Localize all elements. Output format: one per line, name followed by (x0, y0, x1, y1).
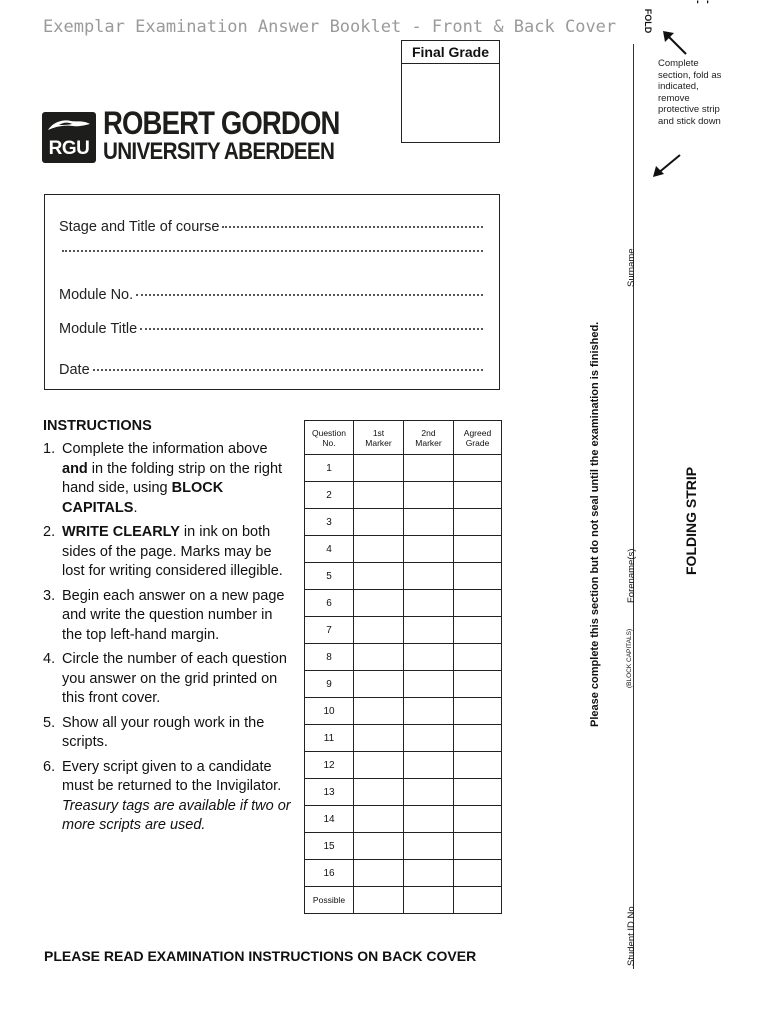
forenames-label: Forename(s) (626, 548, 637, 603)
course-info-box (44, 194, 500, 390)
fold-instruction-note: Complete section, fold as indicated, remove protective strip and stick down (658, 58, 722, 127)
field-label: Module Title (59, 321, 138, 337)
field-label: Date (59, 362, 90, 378)
grid-row (305, 482, 502, 509)
grid-row (305, 833, 502, 860)
instructions-list (43, 440, 295, 836)
instruction-item: 1. Complete the information above and in the folding strip on the right hand side, using BLOCK CAPITALS. (43, 441, 283, 516)
grid-row (305, 509, 502, 536)
grid-cell-1st-marker[interactable] (354, 455, 404, 482)
grid-cell-1st-marker[interactable] (354, 725, 404, 752)
grid-cell-agreed-grade[interactable] (454, 833, 502, 860)
grid-cell-2nd-marker[interactable] (404, 671, 454, 698)
field-dotted-line (93, 369, 483, 371)
header-1st-marker: 1st Marker (354, 421, 404, 455)
grid-cell-question-no: 9 (305, 671, 354, 698)
fold-label: FOLD (643, 8, 653, 34)
grid-cell-2nd-marker[interactable] (404, 887, 454, 914)
grid-cell-1st-marker[interactable] (354, 482, 404, 509)
university-name (103, 105, 378, 165)
grid-cell-2nd-marker[interactable] (404, 698, 454, 725)
instruction-item: 5. Show all your rough work in the scripts. (43, 714, 265, 750)
logo-mark-text: RGU (48, 138, 90, 159)
grid-cell-agreed-grade[interactable] (454, 752, 502, 779)
instruction-item: 4. Circle the number of each question you answer on the grid printed on this front cover. (43, 651, 287, 706)
grid-cell-question-no: 10 (305, 698, 354, 725)
grid-cell-1st-marker[interactable] (354, 563, 404, 590)
field-dotted-line (62, 250, 483, 252)
grid-row (305, 860, 502, 887)
grid-cell-2nd-marker[interactable] (404, 509, 454, 536)
grid-row (305, 779, 502, 806)
grid-cell-1st-marker[interactable] (354, 617, 404, 644)
arrow-down-left-icon (650, 152, 684, 180)
grid-cell-1st-marker[interactable] (354, 536, 404, 563)
grid-cell-question-no: 2 (305, 482, 354, 509)
grid-cell-2nd-marker[interactable] (404, 725, 454, 752)
document-title: Exemplar Examination Answer Booklet - Front & Back Cover (43, 17, 617, 37)
grid-cell-2nd-marker[interactable] (404, 536, 454, 563)
grid-cell-1st-marker[interactable] (354, 590, 404, 617)
field-module-title[interactable] (59, 321, 483, 337)
grid-cell-question-no: 15 (305, 833, 354, 860)
grid-cell-agreed-grade[interactable] (454, 806, 502, 833)
surname-label: Surname (626, 248, 637, 287)
grid-cell-1st-marker[interactable] (354, 671, 404, 698)
block-capitals-label: (BLOCK CAPITALS) (626, 628, 633, 688)
field-dotted-line (222, 226, 483, 228)
grid-cell-1st-marker[interactable] (354, 698, 404, 725)
grid-row (305, 455, 502, 482)
grid-cell-2nd-marker[interactable] (404, 806, 454, 833)
grid-cell-1st-marker[interactable] (354, 860, 404, 887)
grid-cell-2nd-marker[interactable] (404, 617, 454, 644)
field-label: Module No. (59, 287, 134, 303)
field-stage-title[interactable] (59, 219, 483, 235)
grid-cell-2nd-marker[interactable] (404, 455, 454, 482)
marking-grid (304, 420, 502, 914)
grid-cell-question-no: 16 (305, 860, 354, 887)
grid-row (305, 536, 502, 563)
rgu-emblem-icon (45, 116, 93, 134)
grid-row (305, 887, 502, 914)
instructions-section (43, 418, 295, 841)
grid-cell-1st-marker[interactable] (354, 833, 404, 860)
field-stage-title-continued[interactable] (59, 253, 483, 255)
grid-cell-agreed-grade[interactable] (454, 887, 502, 914)
grid-cell-question-no: 12 (305, 752, 354, 779)
grid-cell-1st-marker[interactable] (354, 887, 404, 914)
instruction-item: 3. Begin each answer on a new page and write the question number in the top left-hand margin. (43, 587, 285, 643)
grid-cell-question-no: 13 (305, 779, 354, 806)
instructions-heading: INSTRUCTIONS (43, 418, 152, 434)
grid-cell-question-no: Possible (305, 887, 354, 914)
grid-cell-question-no: 4 (305, 536, 354, 563)
grid-cell-2nd-marker[interactable] (404, 563, 454, 590)
back-cover-notice: PLEASE READ EXAMINATION INSTRUCTIONS ON BACK COVER (44, 948, 477, 964)
grid-cell-1st-marker[interactable] (354, 644, 404, 671)
grid-cell-question-no: 14 (305, 806, 354, 833)
header-question-no: Question No. (305, 421, 354, 455)
field-label: Stage and Title of course (59, 219, 220, 235)
grid-row (305, 644, 502, 671)
field-date[interactable] (59, 362, 483, 378)
grid-cell-1st-marker[interactable] (354, 752, 404, 779)
grid-row (305, 806, 502, 833)
arrow-up-left-icon (660, 28, 690, 58)
grid-header-row (305, 421, 502, 455)
header-agreed-grade: Agreed Grade (454, 421, 502, 455)
grid-row (305, 590, 502, 617)
field-dotted-line (136, 294, 483, 296)
grid-cell-1st-marker[interactable] (354, 806, 404, 833)
grid-cell-question-no: 1 (305, 455, 354, 482)
grid-cell-agreed-grade[interactable] (454, 698, 502, 725)
seal-instruction: Please complete this section but do not seal until the examination is finished. (589, 321, 601, 727)
grid-row (305, 671, 502, 698)
grid-row (305, 752, 502, 779)
grid-cell-1st-marker[interactable] (354, 509, 404, 536)
grid-cell-2nd-marker[interactable] (404, 482, 454, 509)
field-dotted-line (140, 328, 483, 330)
folding-strip-title: FOLDING STRIP (683, 466, 699, 575)
grid-cell-question-no: 5 (305, 563, 354, 590)
grid-row (305, 698, 502, 725)
final-grade-box[interactable] (401, 40, 500, 143)
student-id-label: Student ID No. (626, 903, 637, 966)
grid-cell-2nd-marker[interactable] (404, 752, 454, 779)
grid-cell-question-no: 11 (305, 725, 354, 752)
header-2nd-marker: 2nd Marker (404, 421, 454, 455)
grid-cell-question-no: 7 (305, 617, 354, 644)
grid-cell-agreed-grade[interactable] (454, 482, 502, 509)
final-grade-label: Final Grade (402, 41, 499, 64)
grid-cell-agreed-grade[interactable] (454, 644, 502, 671)
grid-cell-agreed-grade[interactable] (454, 455, 502, 482)
university-name-line2: UNIVERSITY ABERDEEN (103, 138, 335, 165)
university-name-line1: ROBERT GORDON (103, 105, 340, 141)
grid-cell-agreed-grade[interactable] (454, 725, 502, 752)
rgu-logo-mark (42, 112, 96, 163)
grid-cell-2nd-marker[interactable] (404, 779, 454, 806)
grid-cell-1st-marker[interactable] (354, 779, 404, 806)
instruction-item: 6. Every script given to a candidate must be returned to the Invigilator. Treasury tags are available if two or more scripts are used. (43, 758, 291, 833)
grid-cell-2nd-marker[interactable] (404, 833, 454, 860)
grid-cell-agreed-grade[interactable] (454, 617, 502, 644)
instruction-item: 2. WRITE CLEARLY in ink on both sides of the page. Marks may be lost for writing considered illegible. (43, 524, 283, 579)
grid-cell-agreed-grade[interactable] (454, 590, 502, 617)
fold-line (633, 44, 634, 969)
grid-cell-question-no: 6 (305, 590, 354, 617)
grid-row (305, 617, 502, 644)
grid-cell-agreed-grade[interactable] (454, 860, 502, 887)
grid-cell-2nd-marker[interactable] (404, 860, 454, 887)
grid-cell-2nd-marker[interactable] (404, 590, 454, 617)
grid-cell-question-no: 3 (305, 509, 354, 536)
grid-row (305, 563, 502, 590)
grid-cell-2nd-marker[interactable] (404, 644, 454, 671)
grid-cell-agreed-grade[interactable] (454, 536, 502, 563)
grid-row (305, 725, 502, 752)
grid-cell-agreed-grade[interactable] (454, 563, 502, 590)
grid-cell-agreed-grade[interactable] (454, 509, 502, 536)
grid-cell-agreed-grade[interactable] (454, 779, 502, 806)
grid-cell-question-no: 8 (305, 644, 354, 671)
field-module-no[interactable] (59, 287, 483, 303)
fold-marks: -- (692, 0, 712, 4)
grid-cell-agreed-grade[interactable] (454, 671, 502, 698)
